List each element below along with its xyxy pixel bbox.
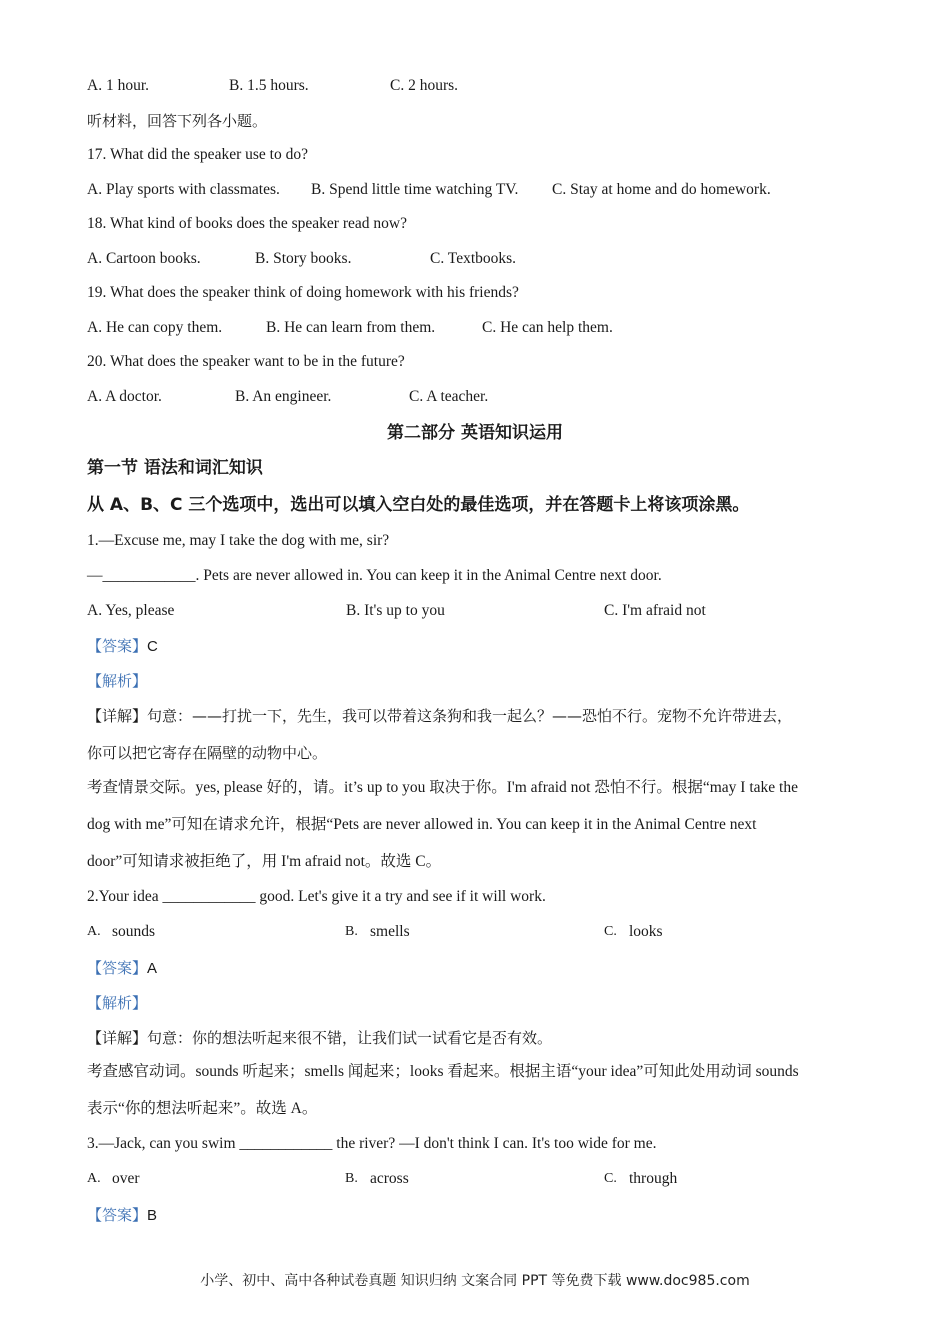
answer-label: 【答案】 [87,959,148,977]
q18-stem: 18. What kind of books does the speaker read now? [87,215,407,232]
g1-stem-line1: 1.—Excuse me, may I take the dog with me, sir? [87,532,390,549]
g2-option-c: looks [629,923,663,940]
g1-answer-value: C [147,638,158,655]
g1-answer [87,636,158,657]
g3-option-a-letter: A. [87,1171,101,1186]
g1-detail-line1: 【详解】句意：——打扰一下，先生，我可以带着这条狗和我一起么？——恐怕不行。宠物不允许带进去， [87,707,793,725]
g2-option-a-letter: A. [87,924,101,939]
g2-option-c-letter: C. [604,924,617,939]
analysis-label: 【解析】 [87,672,148,690]
g3-answer-value: B [147,1207,158,1224]
g1-detail-line2: 你可以把它寄存在隔壁的动物中心。 [87,744,328,762]
q18-option-b: B. Story books. [255,250,352,267]
page-footer: 小学、初中、高中各种试卷真题 知识归纳 文案合同 PPT 等免费下载 www.doc985.com [200,1273,750,1289]
q20-option-a: A. A doctor. [87,388,162,405]
listen-instruction: 听材料，回答下列各小题。 [87,112,268,130]
q17-option-a: A. Play sports with classmates. [87,181,280,198]
q19-option-a: A. He can copy them. [87,319,223,336]
q17-stem: 17. What did the speaker use to do? [87,146,308,163]
g2-answer [87,958,157,979]
q19-option-b: B. He can learn from them. [266,319,436,336]
g2-detail-line2: 考查感官动词。sounds 听起来；smells 闻起来；looks 看起来。根据主语“your idea”可知此处用动词 sounds [87,1063,799,1080]
q19-option-c: C. He can help them. [482,319,613,336]
g1-stem-line2: —____________. Pets are never allowed in. You can keep it in the Animal Centre next door. [87,567,662,584]
g3-option-a: over [112,1170,140,1187]
g2-option-b-letter: B. [345,924,358,939]
q18-option-c: C. Textbooks. [430,250,517,267]
g3-answer [87,1205,157,1226]
g3-option-b-letter: B. [345,1171,358,1186]
q19-stem: 19. What does the speaker think of doing homework with his friends? [87,284,519,301]
q18-option-a: A. Cartoon books. [87,250,201,267]
g2-analysis-label [87,993,147,1014]
g2-detail-line3: 表示“你的想法听起来”。故选 A。 [87,1100,318,1117]
g1-option-b: B. It's up to you [346,602,445,619]
section1-title: 第一节 语法和词汇知识 [87,458,263,478]
q20-option-b: B. An engineer. [235,388,332,405]
g1-detail-line3: 考查情景交际。yes, please 好的，请。it’s up to you 取决于你。I'm afraid not 恐怕不行。根据“may I take the [87,779,798,796]
q17-option-b: B. Spend little time watching TV. [311,181,519,198]
g2-stem: 2.Your idea ____________ good. Let's give it a try and see if it will work. [87,888,546,905]
g3-option-c-letter: C. [604,1171,617,1186]
g2-option-b: smells [370,923,410,940]
q16-option-a: A. 1 hour. [87,77,149,94]
q17-option-c: C. Stay at home and do homework. [552,181,771,198]
q20-option-c: C. A teacher. [409,388,489,405]
g1-analysis-label [87,671,147,692]
section1-instruction: 从 A、B、C 三个选项中，选出可以填入空白处的最佳选项，并在答题卡上将该项涂黑。 [87,495,750,515]
g1-detail-line4: dog with me”可知在请求允许，根据“Pets are never allowed in. You can keep it in the Animal Centre next [87,816,757,833]
q16-option-b: B. 1.5 hours. [229,77,309,94]
answer-label: 【答案】 [87,1206,148,1224]
answer-label: 【答案】 [87,637,148,655]
g2-option-a: sounds [112,923,156,940]
g3-option-b: across [370,1170,409,1187]
g1-option-a: A. Yes, please [87,602,175,619]
analysis-label: 【解析】 [87,994,148,1012]
g2-answer-value: A [147,960,158,977]
g3-option-c: through [629,1170,678,1187]
g3-stem: 3.—Jack, can you swim ____________ the river? —I don't think I can. It's too wide for me. [87,1135,657,1152]
g2-detail-line1: 【详解】句意：你的想法听起来很不错，让我们试一试看它是否有效。 [87,1029,553,1047]
g1-detail-line5: door”可知请求被拒绝了，用 I'm afraid not。故选 C。 [87,853,442,870]
g1-option-c: C. I'm afraid not [604,602,706,619]
part2-title: 第二部分 英语知识运用 [387,423,563,443]
q16-option-c: C. 2 hours. [390,77,459,94]
q20-stem: 20. What does the speaker want to be in the future? [87,353,405,370]
